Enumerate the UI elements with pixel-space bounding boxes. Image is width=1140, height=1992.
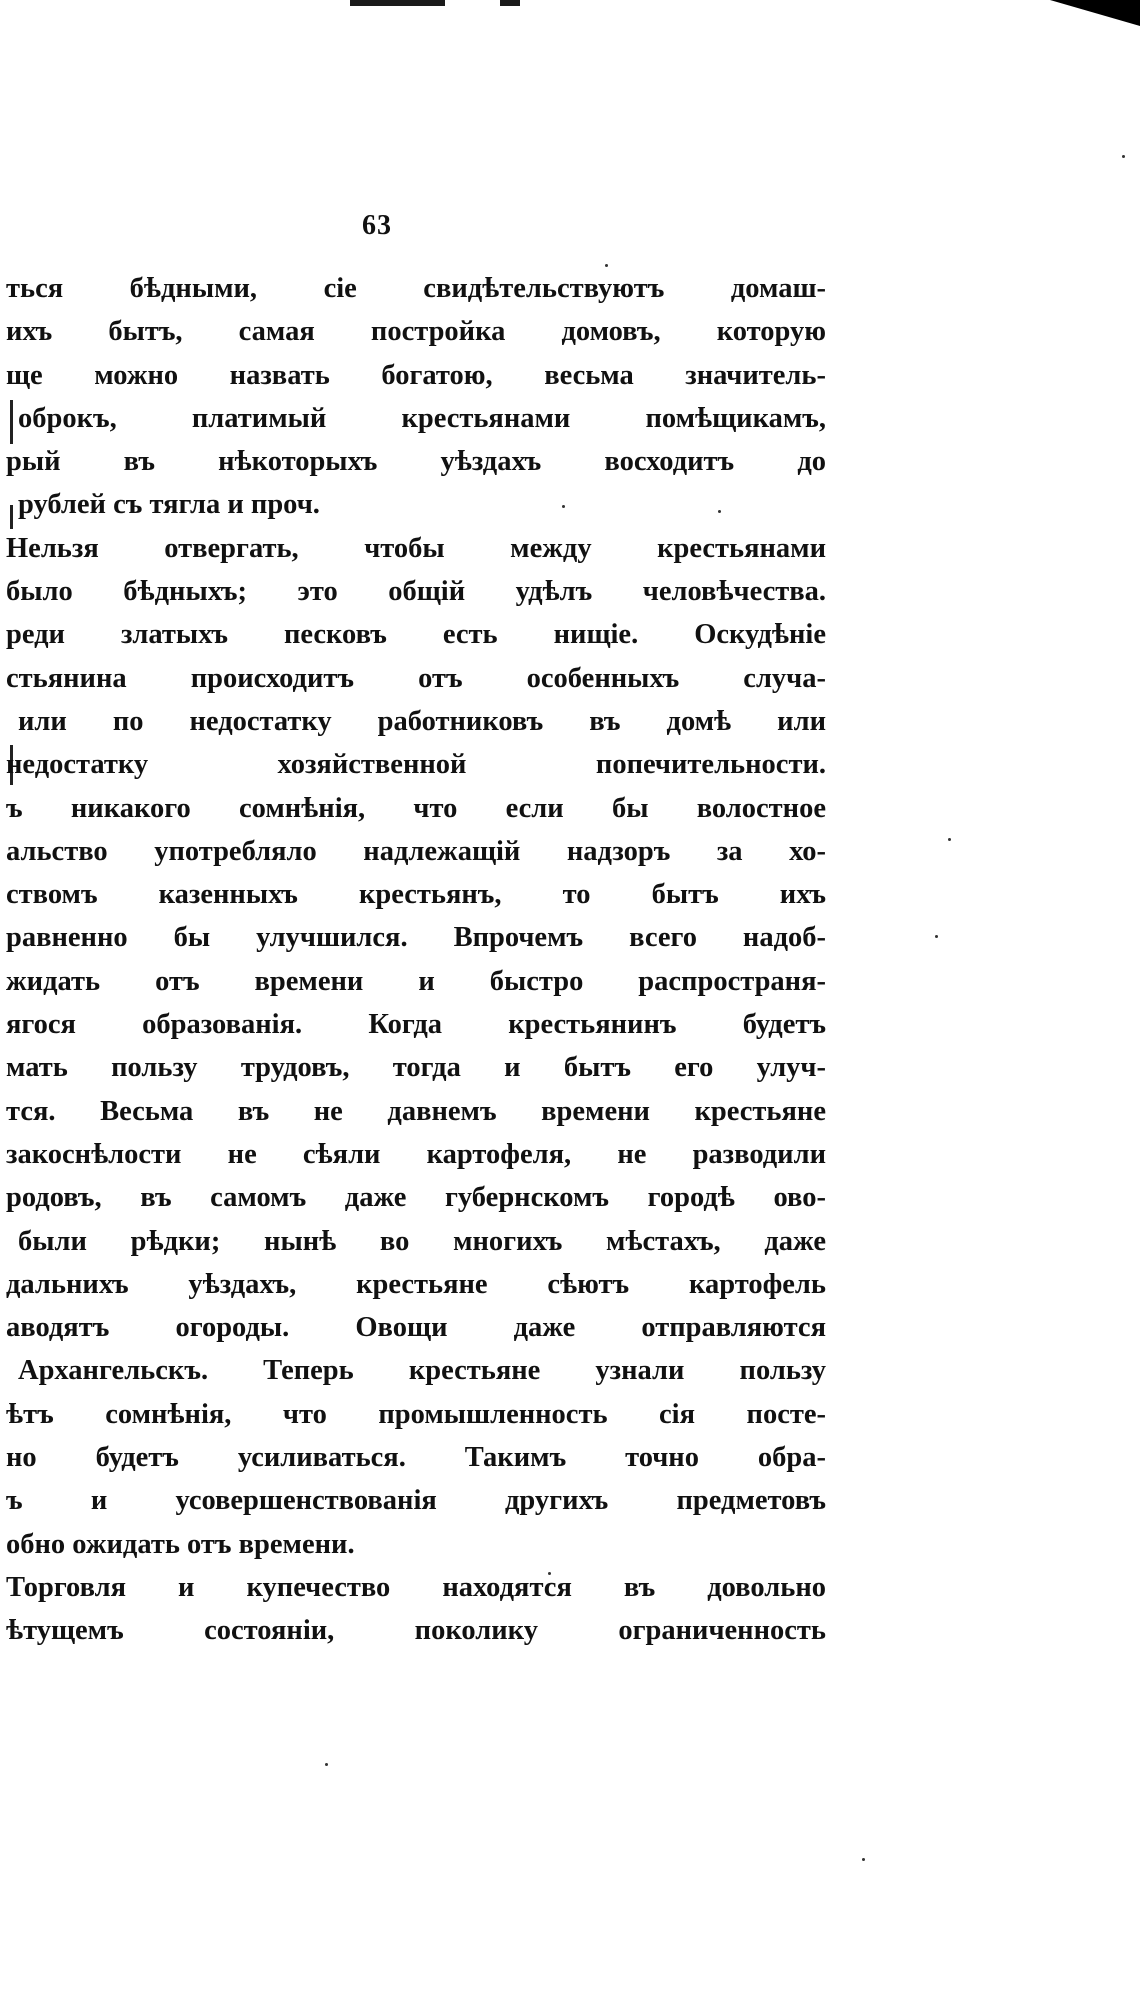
text-line: обно ожидать отъ времени. — [6, 1528, 355, 1560]
text-line: мать пользу трудовъ, тогда и бытъ его улуч- — [6, 1052, 826, 1084]
text-line: ѣтущемъ состояніи, поколику ограниченность — [6, 1615, 826, 1647]
body-text — [6, 267, 826, 1653]
page-number: 63 — [362, 210, 392, 241]
print-speck — [325, 1763, 328, 1766]
text-line: ще можно назвать богатою, весьма значитель- — [6, 359, 826, 391]
text-line: рублей съ тягла и проч. — [18, 489, 320, 521]
text-line: родовъ, въ самомъ даже губернскомъ городѣ ово- — [6, 1182, 826, 1214]
page-corner-shadow — [1050, 0, 1140, 26]
print-speck — [948, 838, 951, 841]
print-speck — [935, 935, 938, 938]
text-line: альство употребляло надлежащій надзоръ за хо- — [6, 835, 826, 867]
text-line: или по недостатку работниковъ въ домѣ или — [18, 705, 826, 737]
text-line: недостатку хозяйственной попечительности. — [6, 749, 826, 781]
text-line: было бѣдныхъ; это общій удѣлъ человѣчества. — [6, 576, 826, 608]
text-line: стьянина происходитъ отъ особенныхъ случа- — [6, 662, 826, 694]
text-line: аводятъ огороды. Овощи даже отправляются — [6, 1312, 826, 1344]
text-line: оброкъ, платимый крестьянами помѣщикамъ, — [18, 402, 826, 434]
text-line: ѣтъ сомнѣнія, что промышленность сія посте- — [6, 1398, 826, 1430]
text-line: ъ и усовершенствованія другихъ предметовъ — [6, 1485, 826, 1517]
header-fragment — [500, 0, 520, 6]
text-line: равненно бы улучшился. Впрочемъ всего надоб- — [6, 922, 826, 954]
text-line: жидать отъ времени и быстро распространя- — [6, 965, 826, 997]
text-line: Архангельскъ. Теперь крестьяне узнали пользу — [18, 1355, 826, 1387]
print-speck — [1122, 155, 1125, 158]
text-line: ягося образованія. Когда крестьянинъ будетъ — [6, 1009, 826, 1041]
text-line: Нельзя отвергать, чтобы между крестьянами — [6, 532, 826, 564]
print-speck — [862, 1858, 865, 1861]
text-line: закоснѣлости не сѣяли картофеля, не разводили — [6, 1138, 826, 1170]
text-line: ъ никакого сомнѣнія, что если бы волостное — [6, 792, 826, 824]
text-line: Торговля и купечество находятся въ довольно — [6, 1571, 826, 1603]
text-line: ться бѣдными, сіе свидѣтельствуютъ домаш- — [6, 273, 826, 304]
text-line: но будетъ усиливаться. Такимъ точно обра- — [6, 1442, 826, 1474]
text-line: были рѣдки; нынѣ во многихъ мѣстахъ, даже — [18, 1225, 826, 1257]
text-line: реди златыхъ песковъ есть нищіе. Оскудѣніе — [6, 619, 826, 651]
text-line: дальнихъ уѣздахъ, крестьяне сѣютъ картофель — [6, 1268, 826, 1300]
text-line: рый въ нѣкоторыхъ уѣздахъ восходитъ до — [6, 446, 826, 478]
text-line: ихъ бытъ, самая постройка домовъ, которую — [6, 316, 826, 348]
text-line: ствомъ казенныхъ крестьянъ, то бытъ ихъ — [6, 879, 826, 911]
header-fragment — [350, 0, 445, 6]
text-line: тся. Весьма въ не давнемъ времени крестьяне — [6, 1095, 826, 1127]
